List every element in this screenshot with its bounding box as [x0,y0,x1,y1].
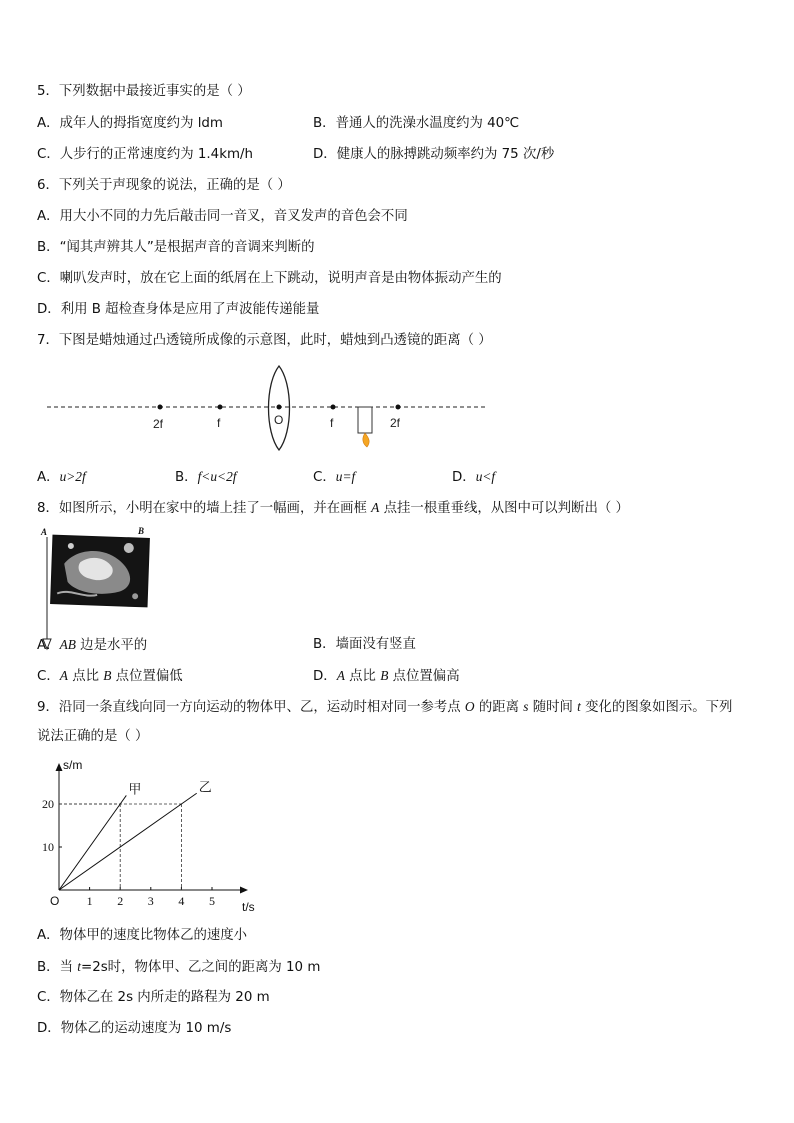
origin-label: O [50,894,60,908]
y-tick-label-20: 20 [42,797,54,811]
q7-option-d[interactable]: D．u<f [452,469,496,485]
q8-option-b[interactable]: B．墙面没有竖直 [313,637,416,652]
q5-option-c[interactable]: C．人步行的正常速度约为 1.4km/h [37,147,253,162]
q7-option-b[interactable]: B．f<u<2f [175,469,237,485]
label-optical-center: O [274,413,284,427]
label-point-a: A [41,527,48,537]
lens-diagram [45,360,495,460]
x-tick-label-2: 2 [117,894,124,908]
q7-option-c[interactable]: C．u=f [313,469,356,485]
q6-option-c[interactable]: C．喇叭发声时，放在它上面的纸屑在上下跳动，说明声音是由物体振动产生的 [37,271,502,286]
q5-option-b[interactable]: B．普通人的洗澡水温度约为 40℃ [313,116,520,131]
q9-option-d[interactable]: D．物体乙的运动速度为 10 m/s [37,1021,232,1036]
q6-option-b[interactable]: B．“闻其声辨其人”是根据声音的音调来判断的 [37,240,315,255]
q7-stem: 7．下图是蜡烛通过凸透镜所成像的示意图，此时，蜡烛到凸透镜的距离（ ） [37,333,492,348]
q6-option-d[interactable]: D．利用 B 超检查身体是应用了声波能传递能量 [37,302,320,317]
focal-point-f-left [218,405,223,410]
q5-option-a[interactable]: A．成年人的拇指宽度约为 ldm [37,116,223,131]
label-2f-right: 2f [390,416,401,430]
q8-stem: 8．如图所示，小明在家中的墙上挂了一幅画，并在画框 A 点挂一根重垂线，从图中可以判断出（ ） [37,500,629,516]
focal-point-2f-left [158,405,163,410]
x-tick-label-5: 5 [209,894,215,908]
q8-option-a[interactable]: A．AB 边是水平的 [37,637,148,653]
x-tick-label-1: 1 [86,894,93,908]
x-tick-label-3: 3 [147,894,154,908]
painting-figure [40,525,152,653]
q5-stem: 5．下列数据中最接近事实的是（ ） [37,84,251,99]
label-f-left: f [217,416,221,430]
q9-stem-line-2: 说法正确的是（ ） [37,729,149,744]
focal-point-f-right [331,405,336,410]
q9-option-b[interactable]: B．当 t=2s时，物体甲、乙之间的距离为 10 m [37,959,321,975]
focal-point-2f-right [396,405,401,410]
q5-option-d[interactable]: D．健康人的脉搏跳动频率约为 75 次/秒 [313,147,555,162]
y-tick-label-10: 10 [42,840,54,854]
q8-option-c[interactable]: C．A 点比 B 点位置偏低 [37,668,183,684]
x-axis-arrow-icon [240,887,248,894]
y-axis-label: s/m [63,758,83,772]
label-2f-left: 2f [153,417,164,431]
candle-body [358,407,372,433]
optical-center [277,405,282,410]
q6-stem: 6．下列关于声现象的说法，正确的是（ ） [37,178,291,193]
y-axis-arrow-icon [56,763,63,771]
x-axis-label: t/s [242,900,255,914]
label-f-right: f [330,416,334,430]
q6-option-a[interactable]: A．用大小不同的力先后敲击同一音叉，音叉发声的音色会不同 [37,209,408,224]
x-tick-label-4: 4 [178,894,185,908]
q9-option-c[interactable]: C．物体乙在 2s 内所走的路程为 20 m [37,990,270,1005]
series-line-1 [59,795,126,890]
q9-option-a[interactable]: A．物体甲的速度比物体乙的速度小 [37,928,248,943]
series-label-2: 乙 [198,779,212,795]
q9-stem-line-1: 9．沿同一条直线向同一方向运动的物体甲、乙，运动时相对同一参考点 O 的距离 s 随时间 t 变化的图象如图示。下列 [37,699,733,715]
st-graph [30,755,275,915]
candle-flame-icon [363,433,369,447]
series-label-1: 甲 [128,781,142,797]
q7-option-a[interactable]: A．u>2f [37,469,86,485]
label-point-b: B [138,526,145,536]
q8-option-d[interactable]: D．A 点比 B 点位置偏高 [313,668,460,684]
series-line-2 [59,793,197,890]
